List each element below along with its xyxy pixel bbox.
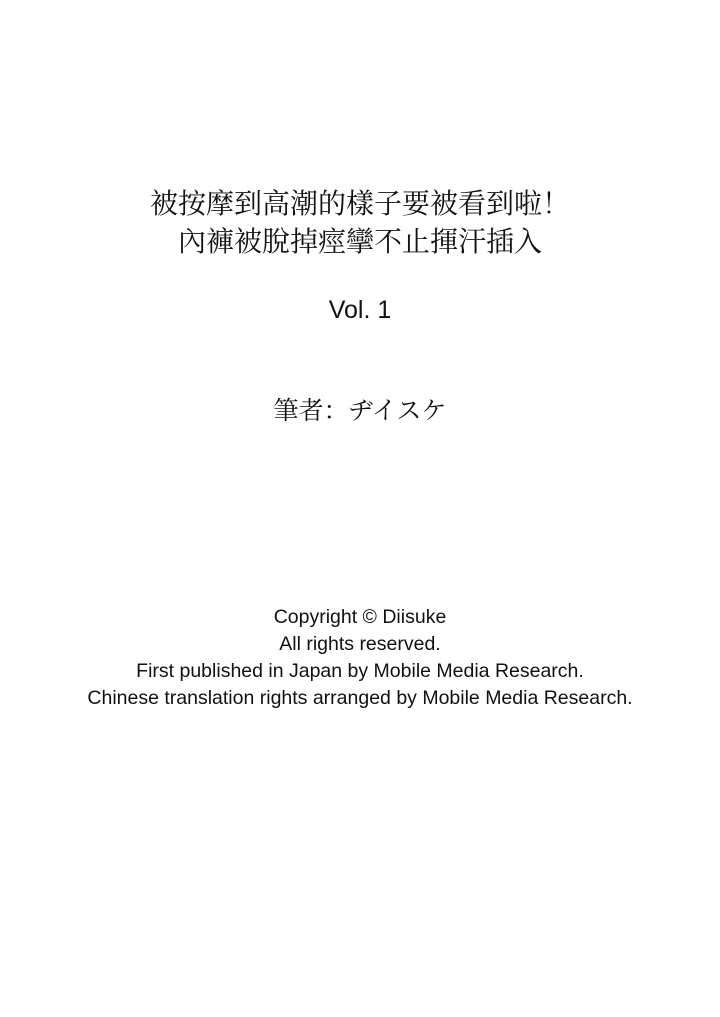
title-line-1: 被按摩到高潮的樣子要被看到啦！ xyxy=(149,187,570,220)
author-credit: 筆者：ヂイスケ xyxy=(273,396,447,425)
title-line-2: 內褲被脫掉痙攣不止揮汗插入 xyxy=(177,225,542,258)
copyright-line-1: Copyright © Diisuke xyxy=(273,606,447,628)
volume-label: Vol. 1 xyxy=(328,296,392,324)
copyright-line-3: First published in Japan by Mobile Media Research. xyxy=(136,660,584,682)
copyright-line-4: Chinese translation rights arranged by Mobile Media Research. xyxy=(87,687,633,709)
copyright-line-2: All rights reserved. xyxy=(279,633,441,655)
